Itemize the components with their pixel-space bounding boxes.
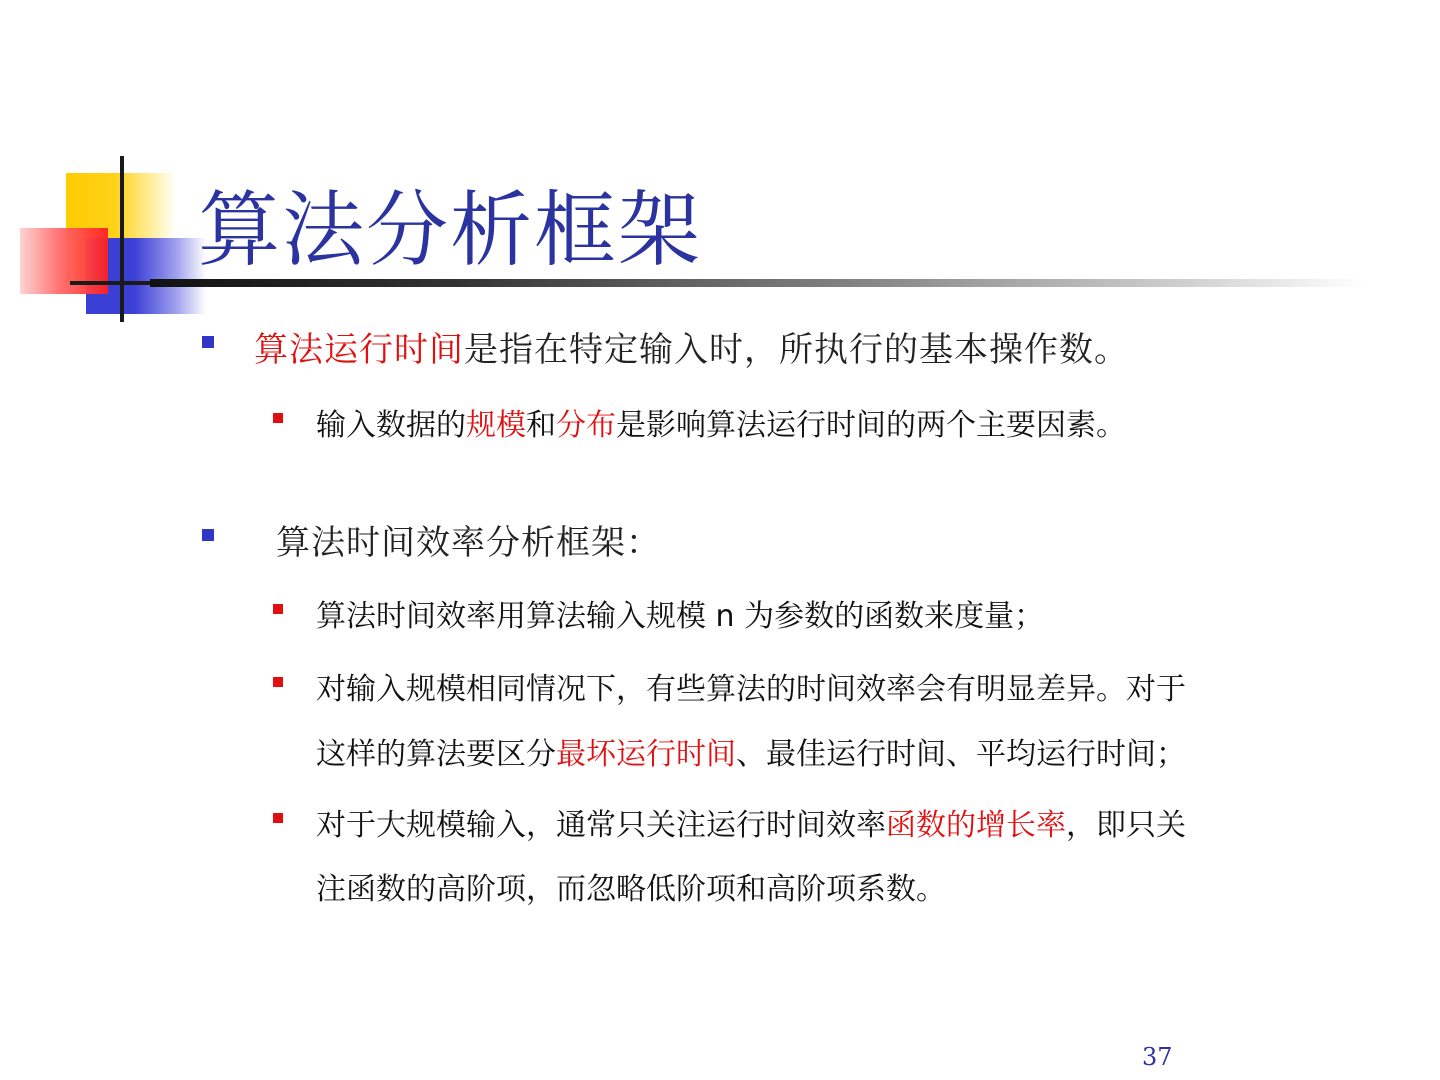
page-number: 37 — [1142, 1043, 1173, 1071]
logo-vertical-line — [120, 156, 124, 322]
sub-bullet-efficiency-measure: 算法时间效率用算法输入规模 n 为参数的函数来度量； — [316, 599, 1045, 634]
highlight-text: 最坏运行时间 — [556, 737, 736, 772]
bullet-text: 、最佳运行时间、平均运行时间； — [736, 737, 1186, 772]
sub-bullet-input-factors — [316, 400, 1126, 444]
sub-bullet-marker — [273, 813, 283, 823]
bullet-text: 是指在特定输入时，所执行的基本操作数。 — [464, 330, 1129, 370]
bullet-text: 对于大规模输入，通常只关注运行时间效率 — [316, 808, 886, 843]
bullet-text: 和 — [526, 408, 556, 443]
sub-bullet-case-analysis-line1: 对输入规模相同情况下，有些算法的时间效率会有明显差异。对于 — [316, 672, 1186, 707]
bullet-runtime-definition — [254, 322, 1129, 371]
sub-bullet-case-analysis-line2 — [316, 729, 1186, 773]
bullet-marker — [202, 529, 214, 541]
bullet-text: 是影响算法运行时间的两个主要因素。 — [616, 408, 1126, 443]
bullet-framework-heading: 算法时间效率分析框架： — [276, 523, 661, 563]
sub-bullet-marker — [273, 413, 283, 423]
slide-title: 算法分析框架 — [198, 183, 703, 278]
sub-bullet-marker — [273, 604, 283, 614]
bullet-text: 输入数据的 — [316, 408, 466, 443]
bullet-text: ，即只关 — [1066, 808, 1186, 843]
bullet-marker — [202, 336, 214, 348]
sub-bullet-growth-rate-line1 — [316, 800, 1186, 844]
title-underline — [150, 279, 1365, 287]
highlight-text: 分布 — [556, 408, 616, 443]
highlight-text: 函数的增长率 — [886, 808, 1066, 843]
bullet-text: 这样的算法要区分 — [316, 737, 556, 772]
highlight-text: 算法运行时间 — [254, 330, 464, 370]
highlight-text: 规模 — [466, 408, 526, 443]
sub-bullet-marker — [273, 677, 283, 687]
sub-bullet-growth-rate-line2: 注函数的高阶项，而忽略低阶项和高阶项系数。 — [316, 872, 946, 907]
